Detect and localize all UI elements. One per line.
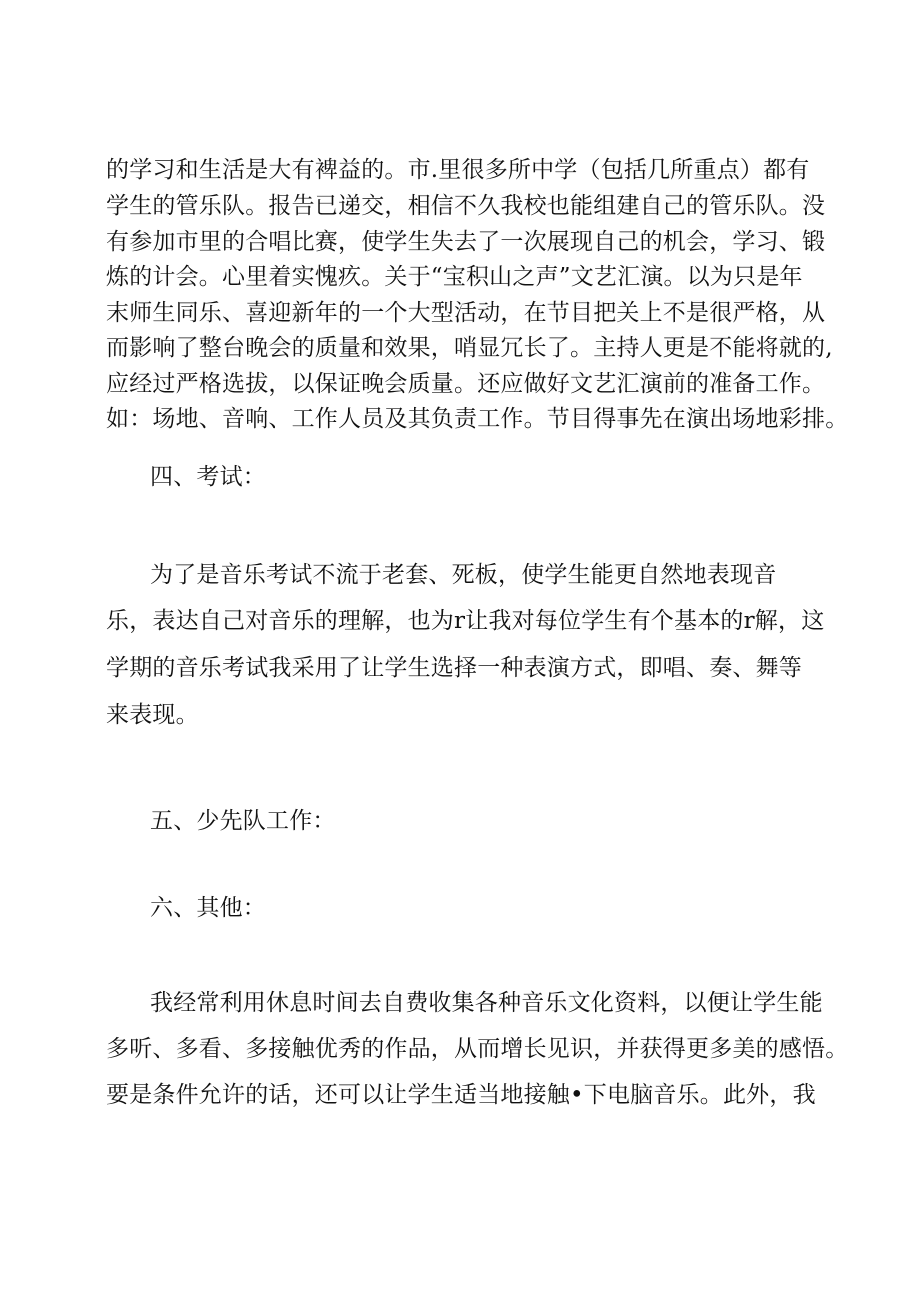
paragraph-2-line-1: 为了是音乐考试不流于老套、死板，使学生能更自然地表现音 [150, 562, 777, 588]
paragraph-1-line-2: 学生的管乐队。报告已递交，相信不久我校也能组建自己的管乐队。没 [106, 193, 826, 219]
heading-other: 六、其他： [150, 895, 266, 921]
paragraph-1-line-3: 有参加市里的合唱比赛，使学生失去了一次展现自己的机会，学习、锻 [106, 229, 826, 255]
paragraph-1-line-5: 末师生同乐、喜迎新年的一个大型活动，在节目把关上不是很严格，从 [106, 300, 826, 326]
paragraph-3-line-2: 多听、多看、多接触优秀的作品，从而增长见识，并获得更多美的感悟。 [106, 1036, 849, 1062]
paragraph-2-line-2: 乐，表达自己对音乐的理解，也为r让我对每位学生有个基本的r解，这 [106, 608, 825, 634]
paragraph-2-line-4: 来表现。 [106, 702, 199, 728]
paragraph-3-line-3: 要是条件允许的话，还可以让学生适当地接触•下电脑音乐。此外，我 [106, 1082, 816, 1108]
heading-young-pioneers: 五、少先队工作： [150, 808, 336, 834]
paragraph-1-line-1: 的学习和生活是大有裨益的。市.里很多所中学（包括几所重点）都有 [106, 157, 810, 183]
paragraph-2-line-3: 学期的音乐考试我采用了让学生选择一种表演方式，即唱、奏、舞等 [106, 655, 802, 681]
paragraph-1-line-7: 应经过严格选拔，以保证晚会质量。还应做好文艺汇演前的准备工作。 [106, 371, 826, 397]
paragraph-1-line-4: 炼的计会。心里着实愧疚。关于“宝积山之声”文艺汇演。以为只是年 [106, 264, 803, 290]
heading-exam: 四、考试： [150, 464, 266, 490]
paragraph-3-line-1: 我经常利用休息时间去自费收集各种音乐文化资料，以便让学生能 [150, 990, 823, 1016]
paragraph-1-line-6: 而影响了整台晚会的质量和效果，哨显冗长了。主持人更是不能将就的, [106, 335, 833, 361]
paragraph-1-line-8: 如：场地、音响、工作人员及其负责工作。节目得事先在演出场地彩排。 [106, 406, 849, 432]
